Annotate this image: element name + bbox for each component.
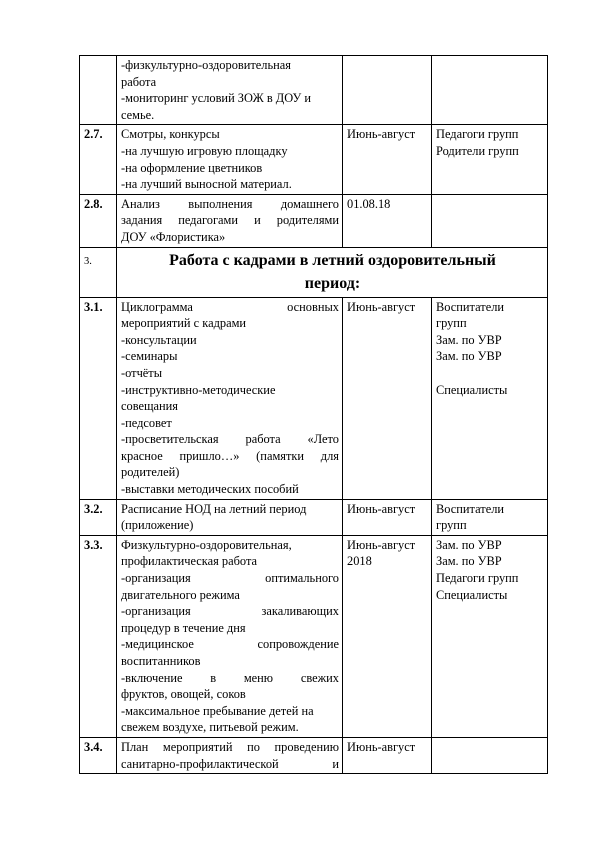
row-number-cell <box>80 56 117 125</box>
plan-table <box>79 55 548 774</box>
responsible-cell <box>432 56 548 125</box>
row-number-cell: 3.2. <box>80 499 117 535</box>
responsible-cell <box>432 297 548 499</box>
event-line: -медицинское сопровождение <box>121 637 339 652</box>
table-row <box>80 56 548 125</box>
responsible-line: Воспитатели <box>436 299 505 314</box>
table-row <box>80 535 548 737</box>
row-number-cell: 3.3. <box>80 535 117 737</box>
event-cell <box>117 535 343 737</box>
table-row <box>80 125 548 194</box>
date-cell: Июнь-август <box>343 737 432 773</box>
event-cell <box>117 125 343 194</box>
table-row <box>80 737 548 773</box>
section-title <box>117 247 548 297</box>
responsible-line: Зам. по УВР <box>436 349 502 364</box>
date-cell: Июнь-август <box>343 125 432 194</box>
event-line: Смотры, конкурсы <box>121 127 220 142</box>
responsible-line: групп <box>436 316 467 331</box>
responsible-spacer <box>436 365 544 382</box>
responsible-line: Специалисты <box>436 382 508 397</box>
event-line: родителей) <box>121 465 180 480</box>
event-line: (приложение) <box>121 518 194 533</box>
event-cell <box>117 297 343 499</box>
event-line: -инструктивно-методические <box>121 382 276 397</box>
event-line: План мероприятий по проведению <box>121 739 339 754</box>
event-line: -на оформление цветников <box>121 160 263 175</box>
event-line: -семинары <box>121 349 178 364</box>
responsible-line: Специалисты <box>436 587 508 602</box>
section-title-line: Работа с кадрами в летний оздоровительный <box>169 251 496 269</box>
event-line: Расписание НОД на летний период <box>121 501 307 516</box>
event-line: -консультации <box>121 332 197 347</box>
table-row <box>80 499 548 535</box>
event-line: санитарно-профилактической и <box>121 756 339 771</box>
responsible-cell <box>432 194 548 247</box>
event-line: -включение в меню свежих <box>121 670 339 685</box>
responsible-line: Педагоги групп <box>436 127 519 142</box>
event-cell <box>117 737 343 773</box>
responsible-line: Зам. по УВР <box>436 537 502 552</box>
event-line: -выставки методических пособий <box>121 482 299 497</box>
event-line: -просветительская работа «Лето <box>121 432 339 447</box>
event-line: задания педагогами и родителями <box>121 213 339 228</box>
date-cell: 01.08.18 <box>343 194 432 247</box>
event-line: свежем воздухе, питьевой режим. <box>121 720 299 735</box>
event-cell <box>117 499 343 535</box>
event-line: -отчёты <box>121 365 163 380</box>
date-cell <box>343 56 432 125</box>
date-cell: Июнь-август <box>343 297 432 499</box>
event-line: Анализ выполнения домашнего <box>121 196 339 211</box>
row-number-cell: 3.4. <box>80 737 117 773</box>
event-line: -педсовет <box>121 415 172 430</box>
event-line: -на лучший выносной материал. <box>121 177 292 192</box>
responsible-line: Зам. по УВР <box>436 554 502 569</box>
table-row <box>80 297 548 499</box>
section-number-cell: 3. <box>80 247 117 297</box>
responsible-line: Зам. по УВР <box>436 332 502 347</box>
date-cell: Июнь-август <box>343 499 432 535</box>
event-line: фруктов, овощей, соков <box>121 687 246 702</box>
responsible-cell <box>432 535 548 737</box>
event-line: -физкультурно-оздоровительная <box>121 58 291 72</box>
responsible-line: групп <box>436 518 467 533</box>
event-line: -мониторинг условий ЗОЖ в ДОУ и <box>121 91 311 106</box>
row-number-cell: 3.1. <box>80 297 117 499</box>
event-line: семье. <box>121 107 155 122</box>
event-line: Циклограмма основных <box>121 299 339 314</box>
responsible-cell <box>432 499 548 535</box>
event-line: профилактическая работа <box>121 554 258 569</box>
event-cell <box>117 56 343 125</box>
responsible-line: Родители групп <box>436 143 519 158</box>
section-row <box>80 247 548 297</box>
event-line: процедур в течение дня <box>121 620 246 635</box>
responsible-line: Воспитатели <box>436 501 505 516</box>
event-line: Физкультурно-оздоровительная, <box>121 537 292 552</box>
event-line: -организация закаливающих <box>121 604 339 619</box>
date-line: 2018 <box>347 554 372 569</box>
event-line: работа <box>121 74 157 89</box>
responsible-cell <box>432 737 548 773</box>
event-line: совещания <box>121 399 178 414</box>
table-row <box>80 194 548 247</box>
row-number-cell: 2.8. <box>80 194 117 247</box>
responsible-cell <box>432 125 548 194</box>
date-line: Июнь-август <box>347 537 416 552</box>
event-cell <box>117 194 343 247</box>
event-line: -на лучшую игровую площадку <box>121 143 288 158</box>
event-line: -максимальное пребывание детей на <box>121 703 314 718</box>
event-line: воспитанников <box>121 654 201 668</box>
responsible-line: Педагоги групп <box>436 571 519 586</box>
event-line: мероприятий с кадрами <box>121 316 247 331</box>
row-number-cell: 2.7. <box>80 125 117 194</box>
event-line: красное пришло…» (памятки для <box>121 448 339 463</box>
date-cell <box>343 535 432 737</box>
event-line: ДОУ «Флористика» <box>121 229 226 244</box>
section-title-line: период: <box>304 274 361 292</box>
event-line: двигательного режима <box>121 587 240 602</box>
event-line: -организация оптимального <box>121 571 339 586</box>
